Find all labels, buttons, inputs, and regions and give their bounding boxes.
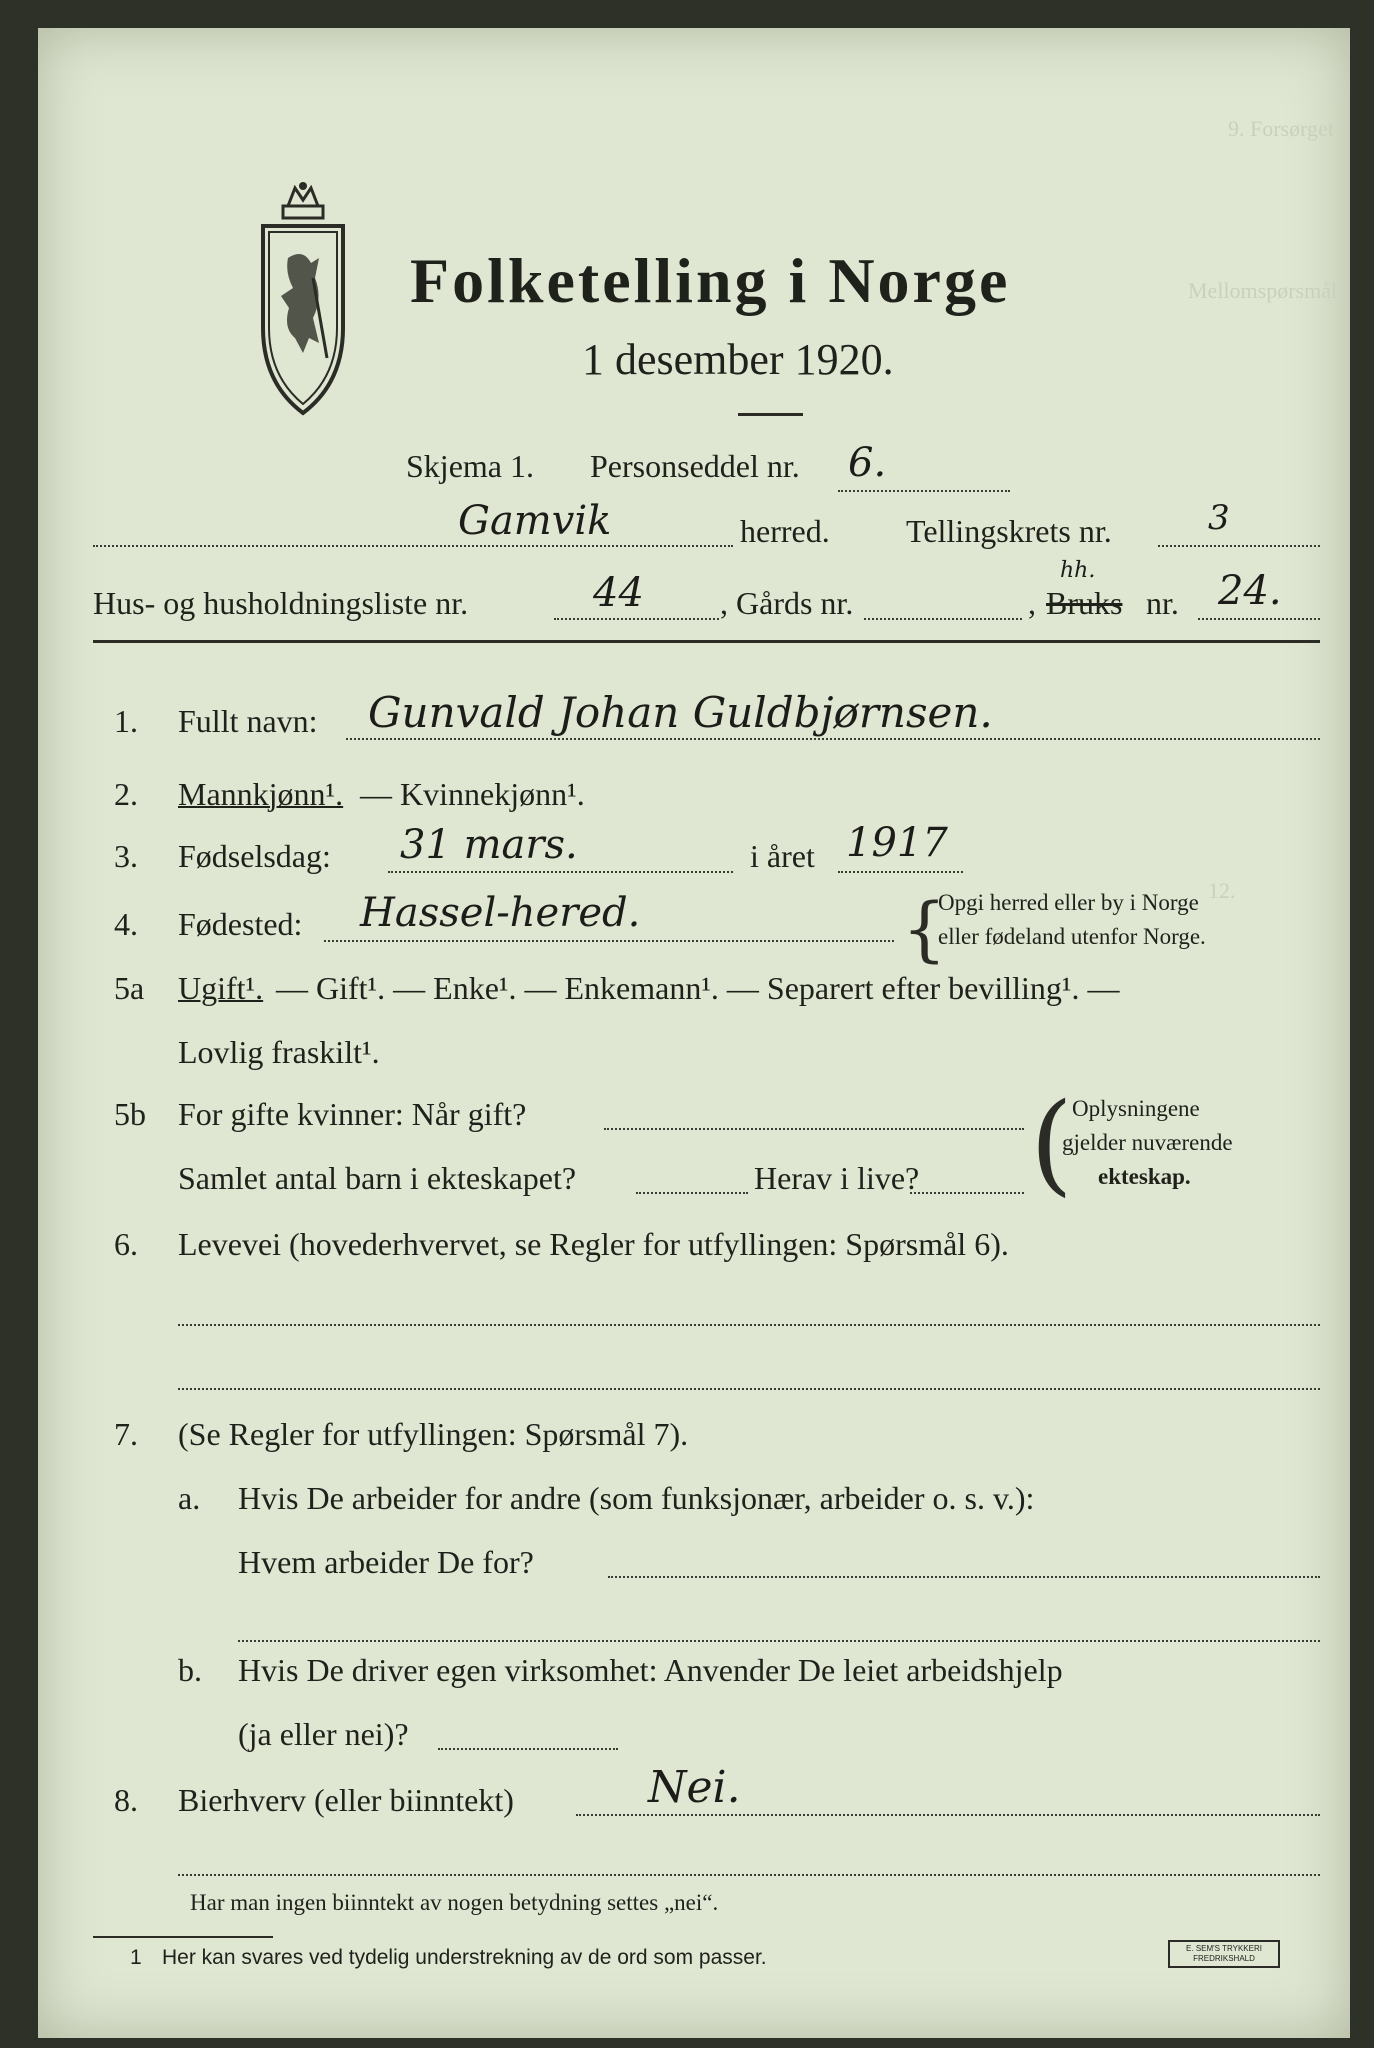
q8-line	[576, 1814, 1320, 1816]
q4-label: Fødested:	[178, 906, 303, 942]
printer-stamp	[1168, 1940, 1280, 1968]
q7a-employer-line-2	[238, 1640, 1320, 1642]
header-rule	[93, 640, 1320, 643]
q2-number: 2.	[114, 776, 138, 812]
q6-line-1	[178, 1324, 1320, 1326]
bruks-nr-value: 24.	[1218, 568, 1282, 614]
q5b-note-line1: Oplysningene	[1072, 1096, 1200, 1121]
q5b-label: For gifte kvinner: Når gift?	[178, 1096, 527, 1132]
footnote-rule	[93, 1936, 273, 1938]
q7b-answer-label: (ja eller nei)?	[238, 1716, 409, 1752]
q5b-alive-line	[910, 1192, 1024, 1194]
q3-line	[388, 871, 733, 873]
bleed-through-text: 9. Forsørget	[1228, 116, 1334, 141]
husholdningsliste-label: Hus- og husholdningsliste nr.	[93, 585, 469, 621]
footnote-mark: 1	[130, 1946, 142, 1969]
q5b-note-line3: ekteskap.	[1098, 1164, 1191, 1189]
q8-line-2	[178, 1874, 1320, 1876]
biinntekt-note: Har man ingen biinntekt av nogen betydning settes „nei“.	[190, 1890, 719, 1915]
q1-number: 1.	[114, 703, 138, 739]
q4-number: 4.	[114, 906, 138, 942]
q3-number: 3.	[114, 838, 138, 874]
q7a-employer-line	[608, 1576, 1320, 1578]
q8-number: 8.	[114, 1782, 138, 1818]
q7b-text: Hvis De driver egen virksomhet: Anvender De leiet arbeidshjelp	[238, 1652, 1063, 1688]
gards-label: , Gårds nr.	[720, 585, 854, 621]
q5b-children-line	[636, 1192, 748, 1194]
herred-line	[93, 545, 733, 547]
bruks-nr-label: nr.	[1146, 585, 1179, 621]
q3-year-value: 1917	[846, 820, 948, 866]
q6-number: 6.	[114, 1226, 138, 1262]
coat-of-arms-icon	[253, 178, 353, 418]
tellingskrets-line	[1158, 545, 1320, 547]
title-divider	[738, 413, 803, 416]
q5a-fraskilt: Lovlig fraskilt¹.	[178, 1034, 380, 1070]
census-form-page	[38, 28, 1350, 2038]
gards-line	[864, 618, 1022, 620]
q1-value: Gunvald Johan Guldbjørnsen.	[368, 688, 993, 737]
form-date: 1 desember 1920.	[582, 335, 894, 384]
herred-label: herred.	[740, 513, 830, 549]
comma: ,	[1028, 585, 1036, 621]
q5b-children-label: Samlet antal barn i ekteskapet?	[178, 1160, 577, 1196]
q7b-letter: b.	[178, 1652, 202, 1688]
q5b-note-line2: gjelder nuværende	[1062, 1130, 1233, 1155]
q7a-text: Hvis De arbeider for andre (som funksjonær, arbeider o. s. v.):	[238, 1480, 1035, 1516]
bruks-struck: Bruks	[1046, 585, 1123, 621]
personseddel-line	[838, 490, 1010, 492]
q6-line-2	[178, 1388, 1320, 1390]
q5b-brace: (	[1030, 1079, 1073, 1207]
form-title: Folketelling i Norge	[410, 245, 1011, 316]
q5a-number: 5a	[114, 970, 145, 1006]
printer-stamp-line1: E. SEM'S TRYKKERI	[1186, 1944, 1262, 1953]
bruks-nr-line	[1198, 618, 1320, 620]
q4-note-line2: eller fødeland utenfor Norge.	[938, 924, 1206, 949]
q4-line	[324, 940, 894, 942]
printer-stamp-line2: FREDRIKSHALD	[1193, 1954, 1255, 1963]
herred-name: Gamvik	[458, 498, 612, 544]
tellingskrets-label: Tellingskrets nr.	[906, 513, 1112, 549]
q2-male: Mannkjønn¹.	[178, 776, 344, 812]
bleed-through-text: 12.	[1208, 878, 1236, 903]
q8-value: Nei.	[648, 1762, 741, 1813]
personseddel-label: Personseddel nr.	[590, 448, 800, 484]
q7-label: (Se Regler for utfyllingen: Spørsmål 7).	[178, 1416, 689, 1452]
husholdningsliste-line	[554, 618, 719, 620]
footnote-text: Her kan svares ved tydelig understrekning av de ord som passer.	[162, 1946, 767, 1969]
skjema-label: Skjema 1.	[406, 448, 534, 484]
q5a-options: — Gift¹. — Enke¹. — Enkemann¹. — Separert efter bevilling¹. —	[276, 970, 1120, 1006]
q8-label: Bierhverv (eller biinntekt)	[178, 1782, 514, 1818]
q7b-answer-line	[438, 1748, 618, 1750]
husholdningsliste-value: 44	[593, 570, 644, 616]
q4-note-line1: Opgi herred eller by i Norge	[938, 890, 1199, 915]
q3-label: Fødselsdag:	[178, 838, 331, 874]
q5b-married-line	[604, 1128, 1024, 1130]
q3-year-label: i året	[750, 838, 815, 874]
q7a-employer-label: Hvem arbeider De for?	[238, 1544, 534, 1580]
q3-value: 31 mars.	[400, 822, 578, 868]
q7-number: 7.	[114, 1416, 138, 1452]
q6-label: Levevei (hovederhvervet, se Regler for utfyllingen: Spørsmål 6).	[178, 1226, 1009, 1262]
q5a-ugift: Ugift¹.	[178, 970, 264, 1006]
q4-brace: {	[902, 888, 947, 970]
bleed-through-text: Mellomspørsmål	[1188, 278, 1338, 303]
q5b-alive-label: Herav i live?	[754, 1160, 920, 1196]
q1-label: Fullt navn:	[178, 703, 318, 739]
bruks-overwrite: hh.	[1060, 558, 1096, 583]
personseddel-value: 6.	[848, 440, 887, 486]
q3-year-line	[838, 871, 963, 873]
q5b-number: 5b	[114, 1096, 146, 1132]
q2-female: — Kvinnekjønn¹.	[360, 776, 585, 812]
q4-value: Hassel-hered.	[360, 890, 641, 936]
q1-line	[346, 738, 1320, 740]
q7a-letter: a.	[178, 1480, 201, 1516]
tellingskrets-value: 3	[1208, 498, 1230, 538]
